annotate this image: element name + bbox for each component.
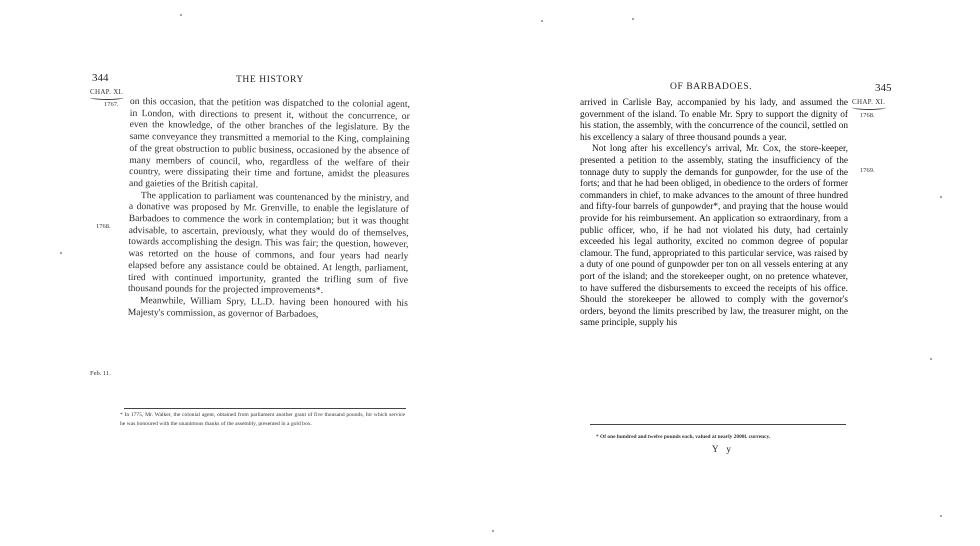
body-text <box>128 96 410 321</box>
chapter-margin-note <box>90 88 124 100</box>
running-head: OF BARBADOES. <box>670 82 753 92</box>
scan-speck <box>632 18 634 20</box>
scan-speck <box>180 14 182 16</box>
signature-mark: Y y <box>712 444 734 454</box>
chapter-margin-note <box>852 98 886 110</box>
scan-speck <box>492 530 494 532</box>
right-page <box>490 0 980 546</box>
paragraph: arrived in Carlisle Bay, accompanied by his lady, and assumed the government of the island. To enable Mr. Spry to support the dignity of his station, the assembly, with the concurrence of the council, settled on his excellency a salary of three thousand pounds a year. <box>580 98 848 143</box>
scan-speck <box>930 358 932 360</box>
paragraph: on this occasion, that the petition was dispatched to the colonial agent, in London, with directions to present it, without the concurrence, or even the knowledge, of the other branches of the legislature. By the same conveyance they transmitted a memorial to the King, complaining of the great obstruction to public business, occasioned by the absence of many members of council, who, regardless of the welfare of their country, were dissipating their time and fortune, amidst the pleasures and gaieties of the British capital. <box>129 96 410 191</box>
margin-year: 1767. <box>104 101 119 108</box>
scan-speck <box>541 20 543 22</box>
scan-speck <box>940 196 942 198</box>
paragraph: The application to parliament was countenanced by the ministry, and a donative was proposed by Mr. Grenville, to enable the legislature of Barbadoes to commence the work in contemplation; but it was thought advisable, to ascertain, previously, what they would do of themselves, towards accomplishing the design. This was fair; the question, however, was retorted on the house of commons, and four years had nearly elapsed before any assistance could be obtained. At length, parliament, tired with continued importunity, granted the trifling sum of five thousand pounds for the projected improvements*. <box>127 189 410 297</box>
running-head: THE HISTORY <box>236 75 304 85</box>
footnote-rule <box>590 424 846 425</box>
margin-date: Feb. 11. <box>90 370 111 377</box>
margin-year: 1768. <box>96 223 111 230</box>
footnote-rule <box>124 408 406 409</box>
margin-year: 1769. <box>860 167 875 174</box>
left-page <box>0 0 480 546</box>
footnote: * In 1775, Mr. Walker, the colonial agent, obtained from parliament another grant of five thousand pounds, for which service he was honoured with the unanimous thanks of the assembly, presented in a gold box. <box>120 412 405 427</box>
chapter-label: CHAP. XI. <box>90 88 124 96</box>
body-text <box>580 98 848 330</box>
margin-year: 1768. <box>860 112 875 119</box>
paragraph: Meanwhile, William Spry, LL.D. having been honoured with his Majesty's commission, as governor of Barbadoes, <box>127 295 408 320</box>
page-number: 344 <box>92 72 109 84</box>
footnote: * Of one hundred and twelve pounds each, valued at nearly 2000l. currency. <box>596 434 771 440</box>
chapter-label: CHAP. XI. <box>852 98 886 106</box>
page-number: 345 <box>875 82 892 94</box>
scan-speck <box>60 252 62 254</box>
scan-speck <box>940 515 942 517</box>
paragraph: Not long after his excellency's arrival, Mr. Cox, the store-keeper, presented a petition to the assembly, stating the insufficiency of the tonnage duty to supply the demands for gunpowder, for the use of the forts; and that he had been obliged, in obedience to the orders of former commanders in chief, to make advances to the amount of three hundred and fifty-four barrels of gunpowder*, and praying that the house would provide for his reimbursement. An application so extraordinary, from a public officer, who, if he had not violated his duty, had certainly exceeded his legal authority, excited no common degree of popular clamour. The fund, appropriated to this particular service, was raised by a duty of one pound of gunpowder per ton on all vessels entering at any port of the island; and the storekeeper ought, on no pretence whatever, to have suffered the disbursements to exceed the receipts of his office. Should the storekeeper be allowed to comply with the governor's orders, beyond the limits prescribed by law, the treasurer might, on the same principle, supply his <box>580 144 848 329</box>
